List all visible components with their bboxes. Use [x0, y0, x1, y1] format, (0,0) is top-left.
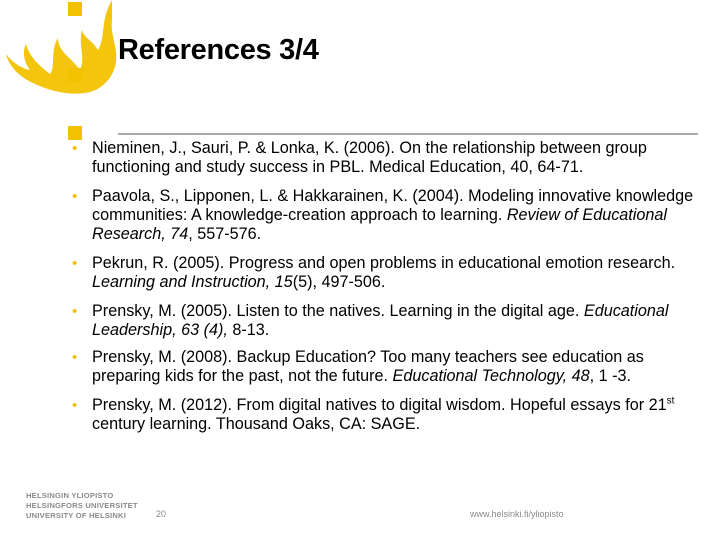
reference-item — [72, 139, 702, 177]
university-name — [26, 491, 138, 521]
journal-title: Learning and Instruction, 15 — [92, 273, 293, 291]
flame-logo-graphic — [0, 0, 130, 150]
bullet-icon: • — [72, 188, 78, 205]
reference-item — [72, 302, 702, 340]
reference-pages: , 1 -3. — [589, 367, 632, 385]
reference-pages: 8-13. — [227, 321, 270, 339]
page-number: 20 — [156, 509, 167, 519]
journal-title: Educational Technology, 48 — [392, 367, 590, 385]
reference-text: Paavola, S., Lipponen, L. & Hakkarainen, K. (2004). Modeling innovative knowledge communities: A knowledge-creation approach to learning. — [92, 187, 694, 224]
journal-title: Educational Leadership, 63 (4), — [92, 302, 669, 339]
reference-list — [72, 139, 702, 442]
university-flame-logo — [0, 0, 130, 150]
reference-pages: (5), 497-506. — [292, 273, 386, 291]
ordinal-suffix: st — [666, 395, 675, 407]
university-name-en: UNIVERSITY OF HELSINKI — [26, 511, 127, 520]
bullet-icon: • — [72, 140, 78, 157]
website-url: www.helsinki.fi/yliopisto — [470, 509, 564, 519]
reference-pages: , 557-576. — [188, 225, 262, 243]
journal-title: Review of Educational Research, 74 — [92, 206, 667, 243]
university-name-sv: HELSINGFORS UNIVERSITET — [26, 501, 138, 510]
title-divider — [118, 133, 698, 135]
bullet-icon: • — [72, 255, 78, 272]
reference-tail: century learning. Thousand Oaks, CA: SAGE. — [92, 415, 421, 433]
reference-text: Pekrun, R. (2005). Progress and open problems in educational emotion research. — [92, 254, 676, 272]
reference-text: Prensky, M. (2005). Listen to the natives. Learning in the digital age. — [92, 302, 584, 320]
bullet-icon: • — [72, 303, 78, 320]
university-name-fi: HELSINGIN YLIOPISTO — [26, 491, 114, 500]
reference-item — [72, 396, 702, 434]
reference-item — [72, 348, 702, 386]
reference-item — [72, 187, 702, 244]
bullet-icon: • — [72, 349, 78, 366]
reference-text: Prensky, M. (2012). From digital natives to digital wisdom. Hopeful essays for 21 — [92, 396, 667, 414]
reference-item — [72, 254, 702, 292]
reference-text: Prensky, M. (2008). Backup Education? Too many teachers see education as preparing kids for the past, not the future. — [92, 348, 644, 385]
bullet-icon: • — [72, 397, 78, 414]
reference-text: Nieminen, J., Sauri, P. & Lonka, K. (2006). On the relationship between group functioning and study success in PBL. Medical Education, 40, 64-71. — [92, 139, 647, 176]
slide-title: References 3/4 — [118, 34, 319, 66]
